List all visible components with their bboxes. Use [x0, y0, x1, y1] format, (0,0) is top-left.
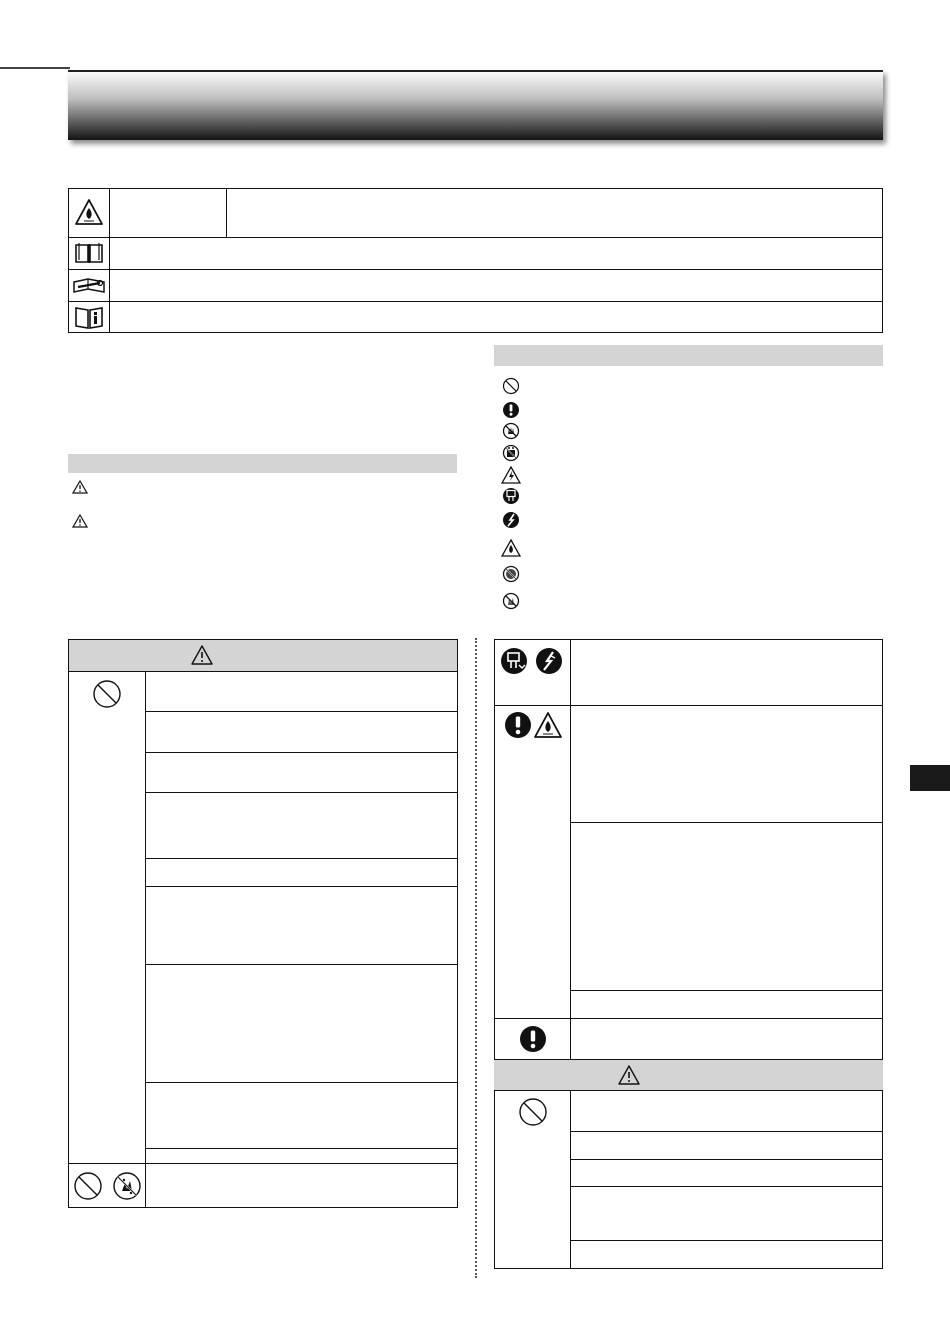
mandatory-icon: [502, 401, 520, 419]
prohibited-icon: [502, 377, 520, 395]
electric-shock-icon: [501, 466, 521, 484]
prohibited-icon: [92, 679, 122, 709]
warning-header-icon: [190, 644, 214, 666]
earth-connection-icon: [535, 647, 563, 675]
flammable-icon: [501, 539, 521, 557]
no-wet-hands-icon: [502, 422, 520, 440]
prohibited-icon: [518, 1097, 548, 1127]
top-rule: [0, 67, 70, 69]
prohibited-icon: [73, 1171, 103, 1201]
no-touch-icon: [502, 592, 520, 610]
caution-header-icon: [617, 1064, 641, 1086]
info-manual-icon: [74, 305, 104, 330]
earth-connection-icon: [502, 511, 520, 529]
unplug-icon: [500, 647, 528, 675]
warning-triangle-icon: [72, 480, 88, 494]
legend-heading-bar: [494, 345, 883, 366]
no-disassembly-icon: [502, 565, 520, 583]
unplug-icon: [502, 487, 520, 505]
service-manual-icon: [72, 274, 106, 296]
flammable-warning-icon: [74, 198, 104, 226]
section-tab[interactable]: [910, 765, 950, 791]
no-water-splash-icon: [112, 1171, 142, 1201]
notes-heading-bar: [68, 454, 457, 473]
title-banner: [68, 70, 883, 140]
flammable-icon: [533, 711, 563, 739]
caution-triangle-icon: [72, 514, 88, 528]
mandatory-icon: [504, 711, 532, 739]
no-water-splash-icon: [502, 444, 520, 462]
column-divider: [475, 638, 477, 1278]
manual-book-icon: [74, 241, 104, 265]
mandatory-icon: [519, 1025, 547, 1053]
